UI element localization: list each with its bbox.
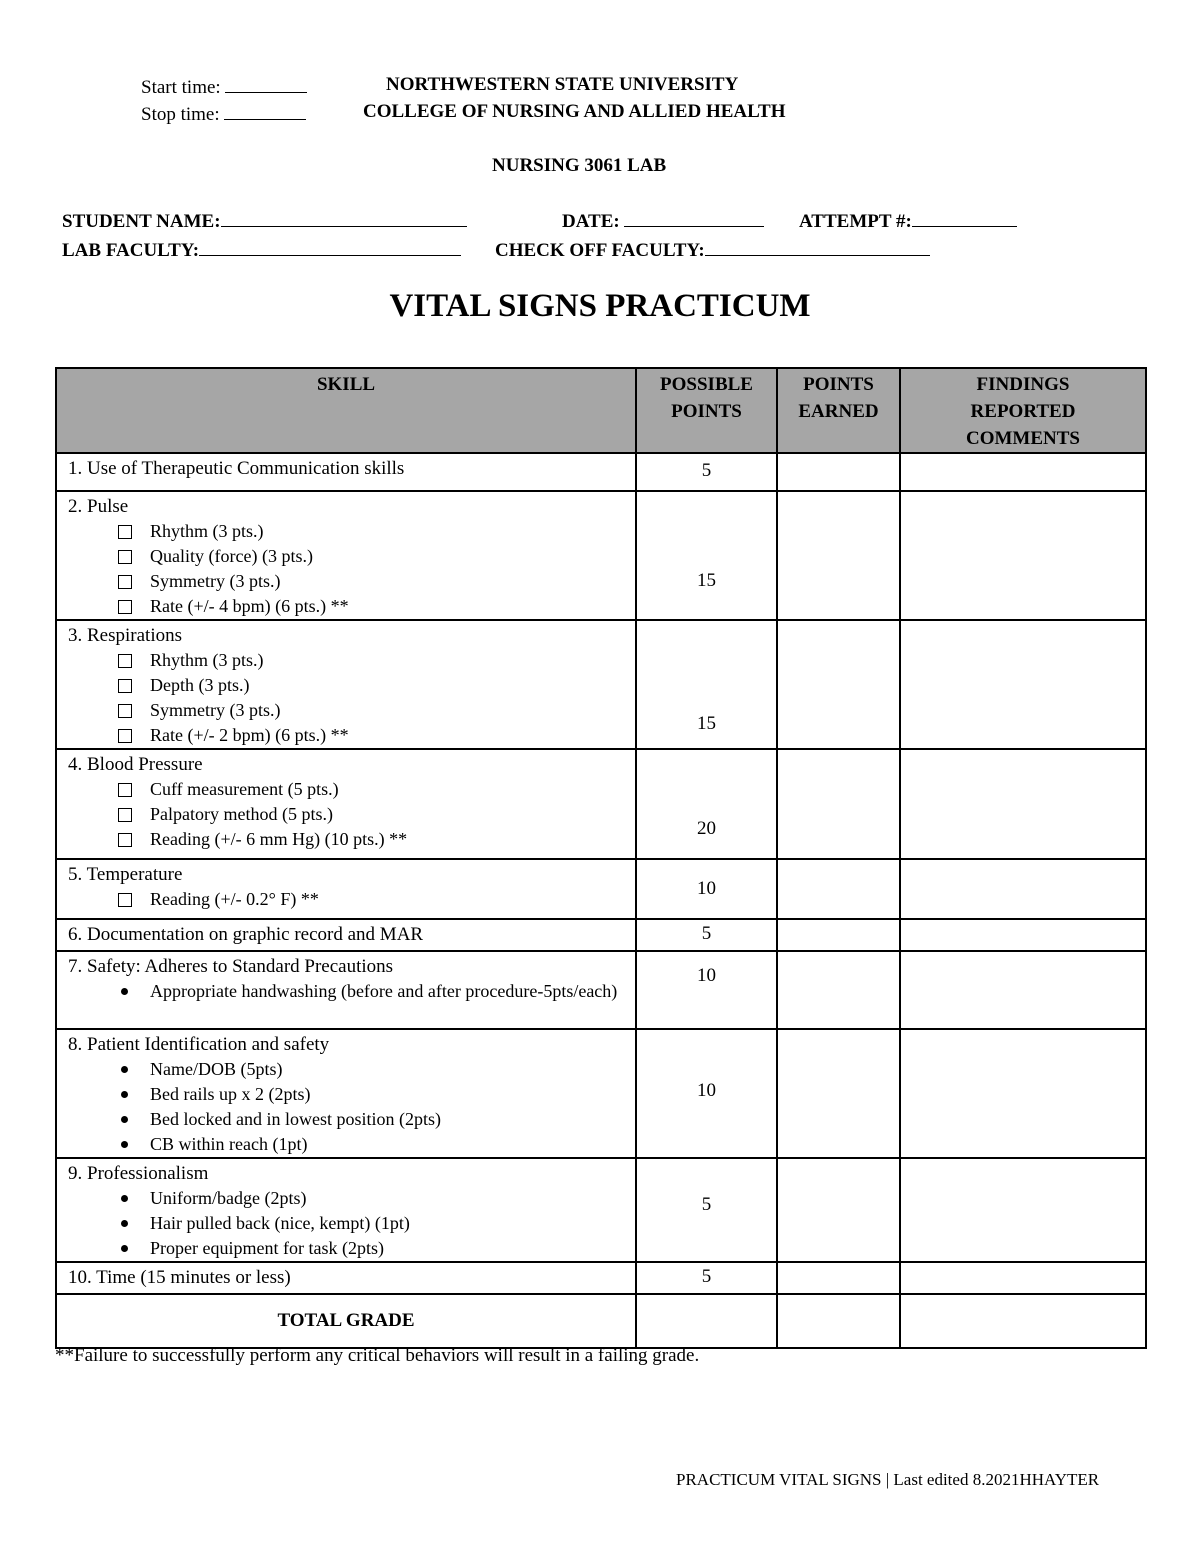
skill-cell	[56, 1158, 636, 1262]
findings-cell[interactable]	[900, 919, 1146, 951]
checkbox-icon[interactable]	[118, 654, 132, 668]
total-grade-label: TOTAL GRADE	[56, 1294, 636, 1348]
findings-cell[interactable]	[900, 1158, 1146, 1262]
skill-title: 6. Documentation on graphic record and MAR	[68, 924, 424, 945]
table-row	[56, 919, 1146, 951]
stop-time-field[interactable]	[224, 101, 306, 120]
checkbox-icon[interactable]	[118, 729, 132, 743]
skill-sub-item	[68, 673, 635, 698]
attempt-field[interactable]	[912, 208, 1017, 227]
check-off-faculty-row	[495, 237, 930, 262]
checkbox-icon[interactable]	[118, 704, 132, 718]
possible-points-value: 5	[701, 460, 712, 481]
points-earned-cell[interactable]	[777, 491, 900, 620]
possible-points-cell	[636, 1029, 777, 1158]
findings-cell[interactable]	[900, 620, 1146, 749]
table-header-row	[56, 368, 1146, 453]
skill-sub-item	[68, 1186, 635, 1211]
skill-title: 1. Use of Therapeutic Communication skills	[68, 458, 405, 479]
lab-faculty-field[interactable]	[199, 237, 461, 256]
check-off-faculty-label: CHECK OFF FACULTY:	[495, 240, 705, 261]
points-earned-cell[interactable]	[777, 749, 900, 859]
stop-time-row	[141, 101, 306, 126]
possible-points-value: 5	[701, 923, 712, 944]
table-row	[56, 1262, 1146, 1294]
possible-points-value: 10	[697, 1080, 716, 1101]
findings-cell[interactable]	[900, 749, 1146, 859]
skill-title: 3. Respirations	[68, 625, 182, 646]
skill-title: 9. Professionalism	[68, 1163, 209, 1184]
skill-sub-item-label: Proper equipment for task (2pts)	[150, 1238, 384, 1258]
possible-points-cell	[636, 749, 777, 859]
skill-sub-item-label: Reading (+/- 0.2° F) **	[150, 889, 319, 909]
skill-cell	[56, 620, 636, 749]
header-points-earned	[777, 368, 900, 453]
skill-sub-item-label: Symmetry (3 pts.)	[150, 571, 281, 591]
lab-faculty-label: LAB FACULTY:	[62, 240, 200, 261]
skill-sub-item-label: Rhythm (3 pts.)	[150, 521, 264, 541]
header-findings-text: FINDINGS REPORTED COMMENTS	[966, 374, 1080, 449]
skill-sub-item-label: Depth (3 pts.)	[150, 675, 250, 695]
possible-points-cell	[636, 453, 777, 491]
skill-sub-item-label: Reading (+/- 6 mm Hg) (10 pts.) **	[150, 829, 408, 849]
points-earned-cell[interactable]	[777, 1029, 900, 1158]
skill-sub-item-label: Appropriate handwashing (before and after procedure-5pts/each)	[150, 981, 618, 1001]
skill-sub-item-label: Rate (+/- 4 bpm) (6 pts.) **	[150, 596, 349, 616]
possible-points-cell	[636, 951, 777, 1029]
skill-sub-item-label: Bed rails up x 2 (2pts)	[150, 1084, 311, 1104]
findings-cell[interactable]	[900, 951, 1146, 1029]
skill-sub-item	[68, 519, 635, 544]
check-off-faculty-field[interactable]	[705, 237, 930, 256]
student-name-field[interactable]	[221, 208, 467, 227]
date-field[interactable]	[624, 208, 764, 227]
skill-cell	[56, 749, 636, 859]
checkbox-icon[interactable]	[118, 550, 132, 564]
start-time-label: Start time:	[141, 77, 221, 98]
skill-title: 10. Time (15 minutes or less)	[68, 1267, 291, 1288]
skill-sub-item	[68, 1107, 635, 1132]
checkbox-icon[interactable]	[118, 525, 132, 539]
skill-sub-item	[68, 827, 635, 852]
checkbox-icon[interactable]	[118, 893, 132, 907]
skill-sub-item	[68, 1236, 635, 1261]
course-name: NURSING 3061 LAB	[492, 155, 667, 176]
skill-sub-item-label: Hair pulled back (nice, kempt) (1pt)	[150, 1213, 410, 1233]
findings-cell[interactable]	[900, 1029, 1146, 1158]
skill-sub-item	[68, 544, 635, 569]
bullet-icon	[121, 1141, 128, 1148]
stop-time-label: Stop time:	[141, 104, 220, 125]
bullet-icon	[121, 988, 128, 995]
bullet-icon	[121, 1116, 128, 1123]
skill-sub-item-label: CB within reach (1pt)	[150, 1134, 308, 1154]
skill-title: 2. Pulse	[68, 496, 129, 517]
skill-sub-item-label: Symmetry (3 pts.)	[150, 700, 281, 720]
bullet-icon	[121, 1091, 128, 1098]
skill-sub-item-label: Rate (+/- 2 bpm) (6 pts.) **	[150, 725, 349, 745]
possible-points-value: 10	[697, 878, 716, 899]
attempt-label: ATTEMPT #:	[799, 211, 912, 232]
possible-points-value: 20	[697, 818, 716, 839]
skill-sub-item	[68, 1057, 635, 1082]
header-possible-points	[636, 368, 777, 453]
findings-cell[interactable]	[900, 453, 1146, 491]
student-name-row	[62, 208, 467, 233]
possible-points-value: 5	[701, 1266, 712, 1287]
date-row	[562, 208, 764, 233]
skill-sub-item	[68, 887, 635, 912]
possible-points-value: 10	[697, 965, 716, 986]
header-possible-points-text: POSSIBLE POINTS	[660, 374, 753, 422]
possible-points-cell	[636, 1158, 777, 1262]
lab-faculty-row	[62, 237, 461, 262]
checkbox-icon[interactable]	[118, 833, 132, 847]
student-name-label: STUDENT NAME:	[62, 211, 221, 232]
skill-sub-item	[68, 594, 635, 619]
skill-sub-item-label: Uniform/badge (2pts)	[150, 1188, 307, 1208]
points-earned-cell[interactable]	[777, 859, 900, 919]
skill-cell	[56, 859, 636, 919]
points-earned-cell[interactable]	[777, 453, 900, 491]
checkbox-icon[interactable]	[118, 575, 132, 589]
skill-cell	[56, 1262, 636, 1294]
skill-sub-item	[68, 569, 635, 594]
bullet-icon	[121, 1245, 128, 1252]
skill-sub-item	[68, 777, 635, 802]
possible-points-cell	[636, 919, 777, 951]
table-row	[56, 749, 1146, 859]
checkbox-icon[interactable]	[118, 679, 132, 693]
checkbox-icon[interactable]	[118, 783, 132, 797]
page-footer: PRACTICUM VITAL SIGNS | Last edited 8.2021HHAYTER	[676, 1470, 1100, 1489]
points-earned-cell[interactable]	[777, 919, 900, 951]
findings-cell[interactable]	[900, 491, 1146, 620]
start-time-field[interactable]	[225, 74, 307, 93]
skill-sub-item	[68, 1132, 635, 1157]
page-title: VITAL SIGNS PRACTICUM	[389, 288, 811, 324]
total-earned-cell[interactable]	[777, 1294, 900, 1348]
points-earned-cell[interactable]	[777, 1158, 900, 1262]
skill-sub-item	[68, 1211, 635, 1236]
skill-sub-item-label: Palpatory method (5 pts.)	[150, 804, 333, 824]
findings-cell[interactable]	[900, 1262, 1146, 1294]
university-name: NORTHWESTERN STATE UNIVERSITY	[386, 74, 739, 95]
table-row	[56, 620, 1146, 749]
possible-points-cell	[636, 1262, 777, 1294]
skill-sub-item	[68, 1082, 635, 1107]
skill-title: 4. Blood Pressure	[68, 754, 203, 775]
skill-cell	[56, 491, 636, 620]
skill-sub-item	[68, 802, 635, 827]
skill-cell	[56, 951, 636, 1029]
bullet-icon	[121, 1195, 128, 1202]
total-row	[56, 1294, 1146, 1348]
attempt-row	[799, 208, 1017, 233]
table-row	[56, 491, 1146, 620]
bullet-icon	[121, 1066, 128, 1073]
possible-points-value: 5	[701, 1194, 712, 1215]
skill-cell	[56, 919, 636, 951]
possible-points-value: 15	[697, 570, 716, 591]
skill-title: 5. Temperature	[68, 864, 183, 885]
findings-cell[interactable]	[900, 859, 1146, 919]
skill-sub-item	[68, 648, 635, 673]
header-points-earned-text: POINTS EARNED	[798, 374, 879, 422]
skill-sub-item	[68, 723, 635, 748]
points-earned-cell[interactable]	[777, 951, 900, 1029]
bullet-icon	[121, 1220, 128, 1227]
total-possible-cell[interactable]	[636, 1294, 777, 1348]
table-row	[56, 951, 1146, 1029]
points-earned-cell[interactable]	[777, 620, 900, 749]
college-name: COLLEGE OF NURSING AND ALLIED HEALTH	[363, 101, 786, 122]
checkbox-icon[interactable]	[118, 808, 132, 822]
skill-title: 8. Patient Identification and safety	[68, 1034, 330, 1055]
table-row	[56, 453, 1146, 491]
points-earned-cell[interactable]	[777, 1262, 900, 1294]
start-time-row	[141, 74, 307, 99]
skill-sub-item-label: Cuff measurement (5 pts.)	[150, 779, 339, 799]
footnote: **Failure to successfully perform any critical behaviors will result in a failing grade.	[55, 1345, 700, 1366]
possible-points-value: 15	[697, 713, 716, 734]
skill-cell	[56, 453, 636, 491]
skill-sub-item-label: Name/DOB (5pts)	[150, 1059, 283, 1079]
possible-points-cell	[636, 491, 777, 620]
table-row	[56, 1029, 1146, 1158]
skill-sub-item-label: Quality (force) (3 pts.)	[150, 546, 313, 566]
total-findings-cell[interactable]	[900, 1294, 1146, 1348]
skill-sub-item-label: Bed locked and in lowest position (2pts)	[150, 1109, 441, 1129]
skill-title: 7. Safety: Adheres to Standard Precautions	[68, 956, 394, 977]
skill-cell	[56, 1029, 636, 1158]
skills-table	[55, 367, 1147, 1349]
date-label: DATE:	[562, 211, 620, 232]
table-row	[56, 859, 1146, 919]
possible-points-cell	[636, 859, 777, 919]
skill-sub-item	[68, 979, 635, 1004]
checkbox-icon[interactable]	[118, 600, 132, 614]
possible-points-cell	[636, 620, 777, 749]
skill-sub-item-label: Rhythm (3 pts.)	[150, 650, 264, 670]
header-skill: SKILL	[56, 368, 636, 453]
skill-sub-item	[68, 698, 635, 723]
table-row	[56, 1158, 1146, 1262]
header-findings	[900, 368, 1146, 453]
